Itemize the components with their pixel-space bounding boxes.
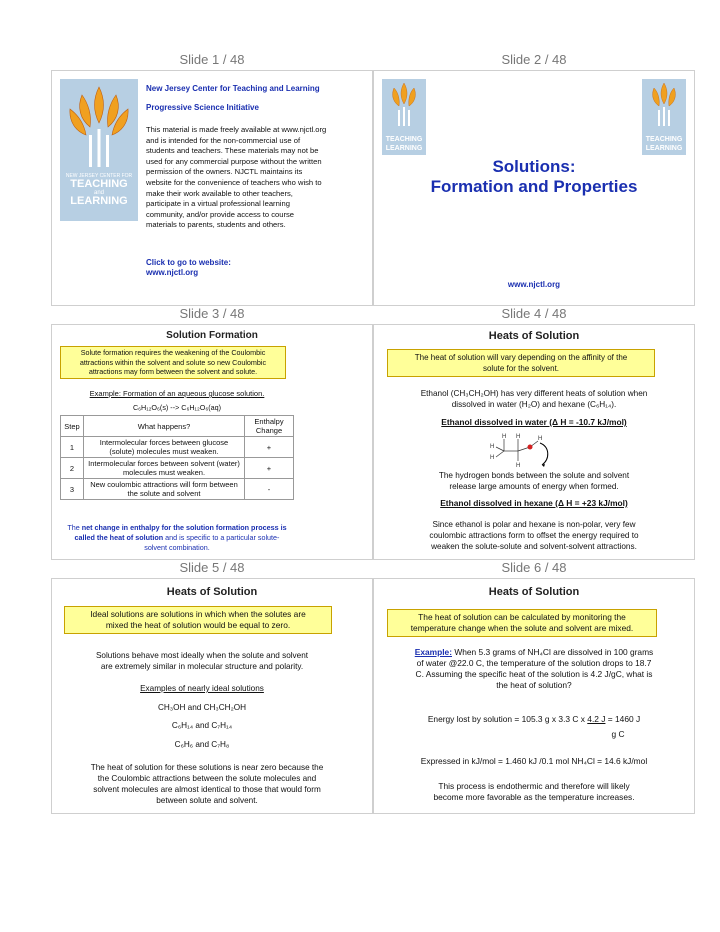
definition-box: Ideal solutions are solutions in which when the solutes are mixed the heat of solution would be equal to zero. [64, 606, 332, 634]
logo-learning: LEARNING [70, 195, 128, 207]
what-cell: New coulombic attractions will form between the solute and solvent [84, 479, 245, 500]
example-problem: Example: When 5.3 grams of NH₄Cl are dissolved in 100 grams of water @22.0 C, the temperature of the solution drops to 18.7 C. Assuming the specific heat of the solution is 4.2 J/gC, what is the heat of solution? [414, 647, 654, 690]
slide-title: Heats of Solution [488, 330, 580, 342]
click-label: Click to go to website: [146, 258, 231, 267]
logo-and: and [93, 190, 104, 196]
deck-title-line-1: Solutions: [492, 157, 576, 176]
endothermic-note: This process is endothermic and therefore will likely become more favorable as the temperature increases. [433, 781, 635, 802]
slide-3[interactable] [51, 324, 373, 560]
slide-1[interactable] [51, 70, 373, 306]
slide-2-label: Slide 2 / 48 [501, 52, 567, 67]
slide-title: Heats of Solution [166, 586, 258, 598]
what-cell: Intermolecular forces between solvent (water) molecules must weaken. [84, 458, 245, 479]
step-cell: 1 [61, 437, 84, 458]
terms-text: This material is made freely available at www.njctl.org and is intended for the non-commercial use of students and teachers. These materials may not be used for any commercial purpose without the written permission of the owners. NJCTL maintains its website for the convenience of teachers who wish to make their work available to other teachers, participate in a virtual professional learning community, and/or provide access to course materials to parents, students and others. [146, 125, 327, 230]
ethanol-intro: Ethanol (CH₃CH₂OH) has very different heats of solution when dissolved in water (H₂O) and hexane (C₆H₁₄). [420, 389, 648, 409]
logo-top-text: NEW JERSEY CENTER FOR [65, 173, 133, 179]
svg-text:H: H [516, 463, 521, 469]
change-cell: + [245, 437, 294, 458]
deck-title-line-2: Formation and Properties [430, 177, 638, 196]
slide-5[interactable] [51, 578, 373, 814]
example-heading: Example: Formation of an aqueous glucose solution. [89, 389, 265, 398]
svg-text:TEACHING: TEACHING [645, 136, 683, 143]
hexane-heading: Ethanol dissolved in hexane (Δ H = +23 kJ/mol) [440, 498, 628, 508]
logo-teaching: TEACHING [70, 178, 128, 190]
example-3: C₆H₆ and C₇H₈ [174, 740, 230, 749]
molar-heat-result: Expressed in kJ/mol = 1.460 kJ /0.1 mol NH₄Cl = 14.6 kJ/mol [420, 756, 648, 766]
enthalpy-steps-table [60, 415, 294, 500]
header-step: Step [61, 416, 84, 437]
glucose-equation: C₆H₁₂O₆(s) --> C₆H₁₂O₆(aq) [132, 403, 222, 412]
slide-1-label: Slide 1 / 48 [179, 52, 245, 67]
website-link[interactable]: www.njctl.org [146, 268, 199, 277]
table-header-row [61, 416, 294, 437]
water-heading: Ethanol dissolved in water (Δ H = -10.7 kJ/mol) [441, 417, 627, 427]
definition-box: The heat of solution will vary depending on the affinity of the solute for the solvent. [387, 349, 655, 377]
slide-2[interactable] [373, 70, 695, 306]
step-cell: 2 [61, 458, 84, 479]
org-name: New Jersey Center for Teaching and Learning [146, 84, 320, 93]
svg-text:LEARNING: LEARNING [645, 145, 683, 152]
slide-6[interactable] [373, 578, 695, 814]
slide-4-label: Slide 4 / 48 [501, 306, 567, 321]
heat-of-solution-note: The net change in enthalpy for the solution formation process is called the heat of solution and is specific to a particular solute-solvent combination. [67, 523, 287, 552]
table-row [61, 479, 294, 500]
slide-6-label: Slide 6 / 48 [501, 560, 567, 575]
svg-text:H: H [502, 434, 507, 440]
example-1: CH₃OH and CH₃CH₂OH [157, 703, 247, 712]
step-cell: 3 [61, 479, 84, 500]
near-zero-explanation: The heat of solution for these solutions is near zero because the the Coulombic attractions between the solute molecules and solvent molecules are almost identical to those that would form between solute and solvent. [90, 763, 324, 805]
njctl-logo-icon [382, 79, 426, 155]
examples-heading: Examples of nearly ideal solutions [140, 684, 264, 693]
svg-text:H: H [538, 436, 543, 442]
definition-box: The heat of solution can be calculated by monitoring the temperature change when the solute and solvent are mixed. [387, 609, 657, 637]
svg-text:H: H [516, 434, 521, 440]
energy-calc-denominator: g C [611, 729, 625, 739]
slide-3-label: Slide 3 / 48 [179, 306, 245, 321]
header-what: What happens? [84, 416, 245, 437]
slide-title: Heats of Solution [488, 586, 580, 598]
change-cell: + [245, 458, 294, 479]
svg-text:H: H [490, 455, 495, 461]
table-row [61, 437, 294, 458]
definition-box: Solute formation requires the weakening of the Coulombic attractions within the solvent and solute so new Coulombic attractions may form between the solvent and solute. [60, 346, 286, 379]
energy-calculation: Energy lost by solution = 105.3 g x 3.3 C x 4.2 J = 1460 J [427, 714, 641, 724]
header-change: Enthalpy Change [245, 416, 294, 437]
slide-5-label: Slide 5 / 48 [179, 560, 245, 575]
njctl-logo-icon [642, 79, 686, 155]
svg-text:LEARNING: LEARNING [385, 145, 423, 152]
what-cell: Intermolecular forces between glucose (solute) molecules must weaken. [84, 437, 245, 458]
ideal-behaviour-text: Solutions behave most ideally when the solute and solvent are extremely similar in molecular structure and polarity. [95, 651, 309, 671]
example-2: C₆H₁₄ and C₇H₁₄ [171, 721, 233, 730]
initiative-name: Progressive Science Initiative [146, 103, 259, 112]
svg-text:TEACHING: TEACHING [385, 136, 423, 143]
change-cell: - [245, 479, 294, 500]
table-row [61, 458, 294, 479]
hydrogen-bond-text: The hydrogen bonds between the solute and solvent release large amounts of energy when formed. [438, 471, 630, 491]
ethanol-molecule-icon [486, 429, 556, 473]
slide-title: Solution Formation [166, 330, 258, 341]
slide-4[interactable] [373, 324, 695, 560]
svg-text:H: H [490, 444, 495, 450]
polarity-text: Since ethanol is polar and hexane is non-polar, very few coulombic attractions form to offset the energy required to weaken the solute-solute and solvent-solvent attractions. [429, 520, 639, 551]
website-link[interactable]: www.njctl.org [507, 280, 561, 289]
